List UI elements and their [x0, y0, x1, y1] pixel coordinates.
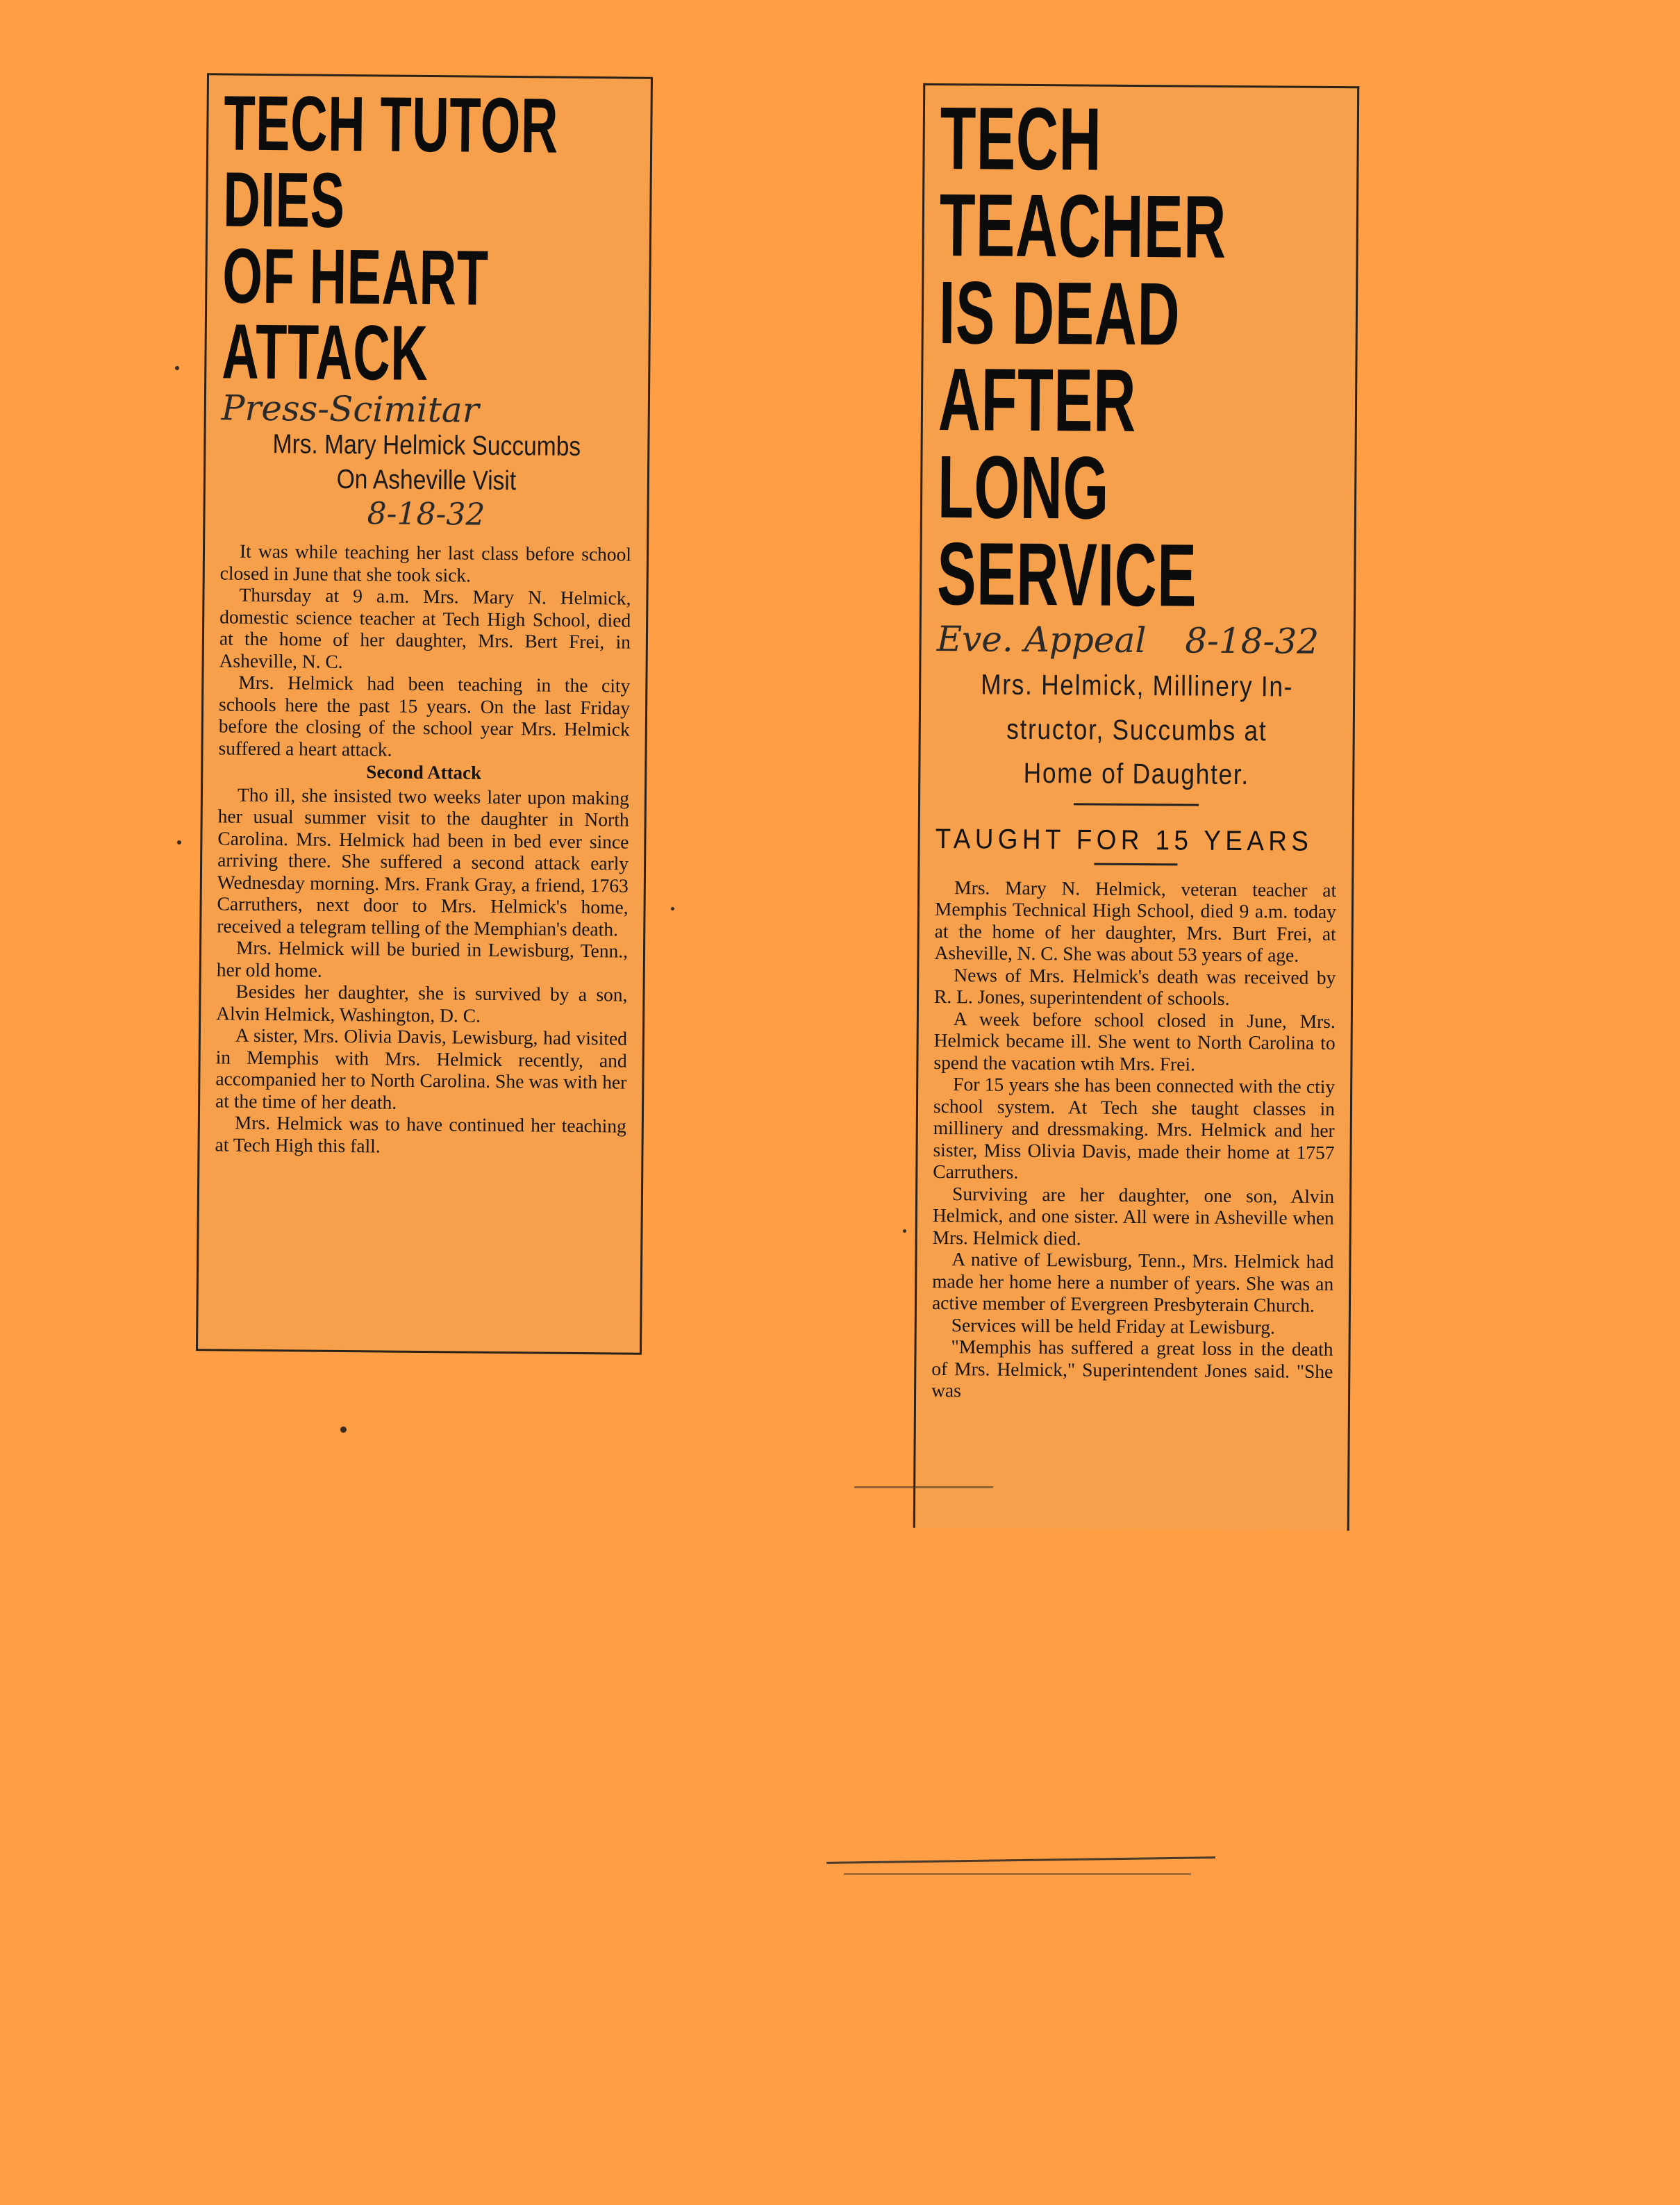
right-paragraph: Mrs. Mary N. Helmick, veteran teacher at Memphis Technical High School, died 9 a.m. today at the home of her daughter, Mrs. Burt Frei, at Asheville, N. C. She was about 53 years of age. [934, 876, 1337, 966]
right-deck-line-2: structor, Succumbs at [1006, 713, 1267, 747]
left-headline [221, 79, 637, 397]
right-headline [936, 89, 1343, 626]
scan-speck [175, 366, 179, 370]
tape-residue-line [844, 1873, 1191, 1875]
left-deck-line-1: Mrs. Mary Helmick Succumbs [272, 428, 581, 462]
left-date-handwriting: 8-18-32 [367, 496, 485, 533]
right-paragraph: News of Mrs. Helmick's death was received by R. L. Jones, superintendent of schools. [933, 963, 1336, 1010]
right-headline-line-2: IS DEAD AFTER [938, 263, 1181, 451]
right-article-body [931, 876, 1336, 1404]
scan-speck [177, 840, 181, 844]
right-paragraph: Services will be held Friday at Lewisburg. [951, 1313, 1276, 1338]
left-article-body [215, 540, 631, 1158]
right-paragraph: "Memphis has suffered a great loss in the death of Mrs. Helmick," Superintendent Jones said. "She was [931, 1336, 1333, 1401]
right-paragraph: For 15 years she has been connected with the ctiy school system. At Tech she taught classes in millinery and dressmaking. Mrs. Helmick and her sister, Miss Olivia Davis, made their home at 1757 Carruthers. [933, 1073, 1336, 1183]
left-paragraph: Mrs. Helmick was to have continued her teaching at Tech High this fall. [215, 1111, 626, 1157]
left-paragraph: Thursday at 9 a.m. Mrs. Mary N. Helmick, domestic science teacher at Tech High School, died at the home of her daughter, Mrs. Bert Frei, in Asheville, N. C. [219, 583, 631, 672]
right-subhead-rule [1094, 863, 1177, 865]
right-deck-line-3: Home of Daughter. [1023, 757, 1250, 791]
left-deck-line-2: On Asheville Visit [336, 465, 517, 497]
right-deck [964, 663, 1310, 797]
left-paragraph: Tho ill, she insisted two weeks later upon making her usual summer visit to the daughter in North Carolina. Mrs. Helmick had been in bed ever since arriving there. She suffered a second attack early Wednesday morning. Mrs. Frank Gray, a friend, 1763 Carruthers, next door to Mrs. Helmick's home, received a telegram telling of the Memphian's death. [217, 783, 630, 940]
right-deck-rule [1074, 803, 1199, 806]
left-paragraph: It was while teaching her last class before school closed in June that she took sick. [219, 540, 632, 586]
right-paragraph: A native of Lewisburg, Tenn., Mrs. Helmick had made her home here a number of years. She was an active member of Evergreen Presbyterain Church. [931, 1248, 1334, 1317]
left-deck [249, 426, 604, 500]
left-headline-line-2: OF HEART ATTACK [221, 231, 490, 397]
right-deck-line-1: Mrs. Helmick, Millinery In- [981, 668, 1294, 703]
right-date: 8-18-32 [1185, 620, 1320, 662]
left-source-handwriting: Press-Scimitar [221, 388, 479, 431]
scan-speck [903, 1229, 906, 1233]
right-newspaper-clipping [913, 83, 1360, 1531]
scan-speck [671, 907, 674, 910]
right-headline-line-3: LONG SERVICE [936, 437, 1197, 626]
left-crosshead: Second Attack [366, 761, 482, 783]
left-newspaper-clipping [196, 73, 653, 1355]
right-source-handwriting [936, 618, 1338, 662]
right-headline-line-1: TECH TEACHER [939, 89, 1227, 278]
left-paragraph: Besides her daughter, she is survived by a son, Alvin Helmick, Washington, D. C. [216, 980, 628, 1026]
left-paragraph: A sister, Mrs. Olivia Davis, Lewisburg, had visited in Memphis with Mrs. Helmick recently, and accompanied her to North Carolina. She was with her at the time of her death. [215, 1024, 628, 1113]
tape-residue-line [854, 1486, 993, 1488]
right-paragraph: A week before school closed in June, Mrs. Helmick became ill. She went to North Carolina to spend the vacation wtih Mrs. Frei. [933, 1007, 1336, 1075]
scan-speck [340, 1426, 347, 1433]
left-paragraph: Mrs. Helmick will be buried in Lewisburg, Tenn., her old home. [216, 936, 629, 981]
left-paragraph: Mrs. Helmick had been teaching in the city schools here the past 15 years. On the last Friday before the closing of the school year Mrs. Helmick suffered a heart attack. [218, 671, 631, 760]
right-source: Eve. Appeal [936, 618, 1147, 660]
tape-residue-line [826, 1856, 1215, 1864]
right-paragraph: Surviving are her daughter, one son, Alvin Helmick, and one sister. All were in Asheville when Mrs. Helmick died. [932, 1182, 1335, 1249]
right-subhead: TAUGHT FOR 15 YEARS [935, 823, 1313, 857]
left-headline-line-1: TECH TUTOR DIES [222, 79, 559, 244]
